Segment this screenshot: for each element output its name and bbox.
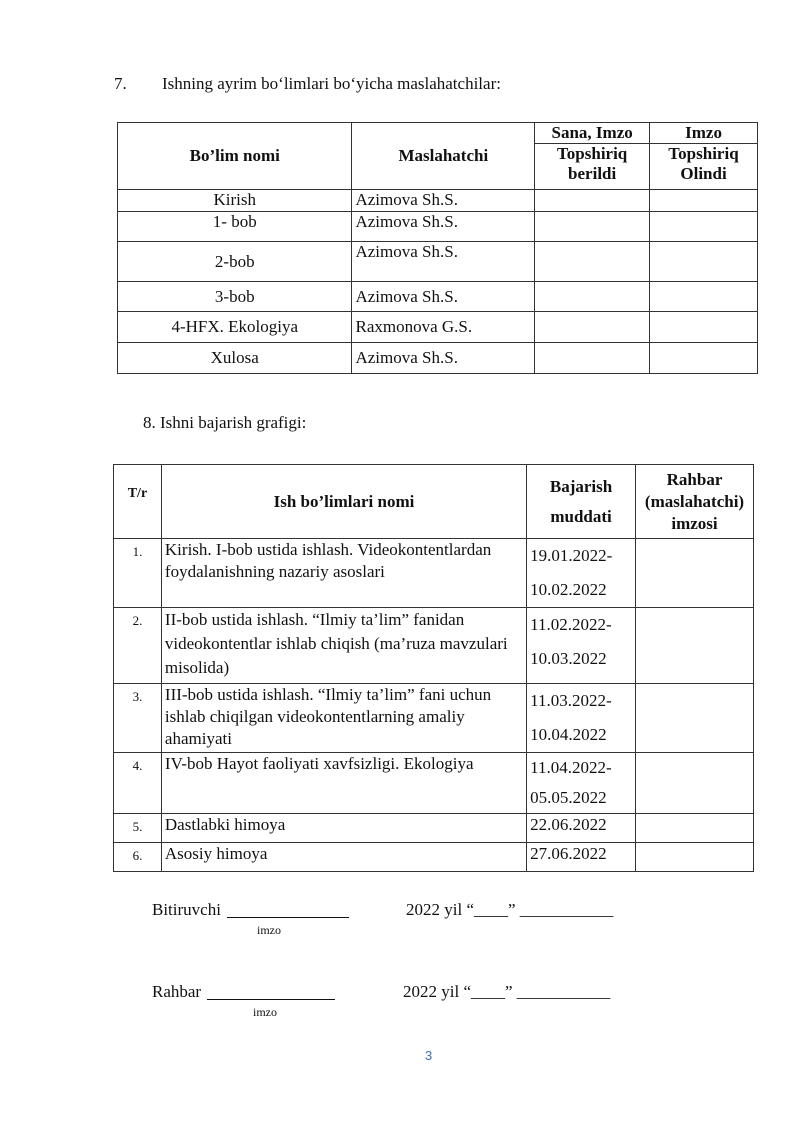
date-line: 2022 yil “____” ___________ — [406, 900, 614, 919]
header-advisor: Maslahatchi — [352, 123, 535, 190]
date-sign-cell — [535, 312, 650, 343]
work-name: III-bob ustida ishlash. “Ilmiy ta’lim” fani uchun ishlab chiqilgan videokontentlarning amaliy ahamiyati — [161, 684, 526, 753]
row-number: 3. — [114, 684, 162, 753]
sign-cell — [650, 190, 758, 212]
work-name: II-bob ustida ishlash. “Ilmiy ta’lim” fanidan videokontentlar ishlab chiqish (ma’ruza mavzulari misolida) — [161, 608, 526, 684]
supervisor-label: Rahbar — [152, 982, 202, 1001]
sign-caption: imzo — [253, 1005, 277, 1019]
table-row — [114, 814, 754, 843]
header-task-given: Topshiriq berildi — [535, 144, 650, 190]
row-number: 5. — [114, 814, 162, 843]
sign-cell — [636, 753, 754, 814]
deadline-cell — [527, 608, 636, 684]
header-task-received: Topshiriq Olindi — [650, 144, 758, 190]
deadline-start: 19.01.2022- — [530, 546, 613, 565]
graduate-signature-line — [152, 900, 349, 920]
deadline-cell — [527, 684, 636, 753]
row-number: 1. — [114, 539, 162, 608]
deadline-cell — [527, 753, 636, 814]
deadline-end: 10.03.2022 — [530, 649, 607, 668]
row-number: 2. — [114, 608, 162, 684]
table-row — [118, 190, 758, 212]
work-name: Asosiy himoya — [161, 843, 526, 872]
date-sign-cell — [535, 282, 650, 312]
deadline-start: 11.04.2022- — [530, 758, 612, 777]
deadline-end: 10.02.2022 — [530, 580, 607, 599]
deadline-end: 05.05.2022 — [530, 788, 607, 807]
work-name: IV-bob Hayot faoliyati xavfsizligi. Ekologiya — [161, 753, 526, 814]
header-section-name: Bo’lim nomi — [118, 123, 352, 190]
deadline-end: 10.04.2022 — [530, 725, 607, 744]
section-name: 2-bob — [118, 242, 352, 282]
section7-heading — [114, 74, 501, 94]
sign-caption: imzo — [257, 923, 281, 937]
work-name: Kirish. I-bob ustida ishlash. Videokontentlardan foydalanishning nazariy asoslari — [161, 539, 526, 608]
advisor-name: Azimova Sh.S. — [352, 282, 535, 312]
table-row — [118, 242, 758, 282]
signature-underline — [227, 917, 349, 918]
deadline-start: 11.02.2022- — [530, 615, 612, 634]
date-line: 2022 yil “____” ___________ — [403, 982, 611, 1001]
sign-cell — [636, 539, 754, 608]
section-name: Kirish — [118, 190, 352, 212]
sign-cell — [636, 814, 754, 843]
table-row — [114, 753, 754, 814]
deadline-cell: 22.06.2022 — [527, 814, 636, 843]
table-row — [118, 312, 758, 343]
graduate-label: Bitiruvchi — [152, 900, 221, 919]
advisor-name: Raxmonova G.S. — [352, 312, 535, 343]
deadline-cell — [527, 539, 636, 608]
schedule-table — [113, 464, 754, 872]
sign-cell — [636, 684, 754, 753]
table-row — [118, 212, 758, 242]
work-name: Dastlabki himoya — [161, 814, 526, 843]
table-row — [118, 282, 758, 312]
advisor-name: Azimova Sh.S. — [352, 190, 535, 212]
section7-title: Ishning ayrim bo‘limlari bo‘yicha maslahatchilar: — [162, 74, 501, 93]
date-sign-cell — [535, 343, 650, 374]
section-name: 3-bob — [118, 282, 352, 312]
header-deadline: Bajarish muddati — [527, 465, 636, 539]
table-row — [114, 684, 754, 753]
date-sign-cell — [535, 212, 650, 242]
section8-title: 8. Ishni bajarish grafigi: — [143, 413, 307, 432]
sign-cell — [650, 312, 758, 343]
header-supervisor-sign: Rahbar (maslahatchi) imzosi — [636, 465, 754, 539]
supervisor-signature-line — [152, 982, 335, 1002]
sign-cell — [636, 843, 754, 872]
header-number: T/r — [114, 465, 162, 539]
table-row — [114, 843, 754, 872]
date-sign-cell — [535, 242, 650, 282]
table-row — [114, 539, 754, 608]
section-name: Xulosa — [118, 343, 352, 374]
sign-cell — [650, 282, 758, 312]
header-date-sign: Sana, Imzo — [535, 123, 650, 144]
deadline-start: 11.03.2022- — [530, 691, 612, 710]
deadline-cell: 27.06.2022 — [527, 843, 636, 872]
advisor-name: Azimova Sh.S. — [352, 343, 535, 374]
table-row — [118, 343, 758, 374]
sign-cell — [650, 343, 758, 374]
page-number: 3 — [425, 1048, 433, 1063]
row-number: 6. — [114, 843, 162, 872]
row-number: 4. — [114, 753, 162, 814]
sign-cell — [650, 212, 758, 242]
date-sign-cell — [535, 190, 650, 212]
signature-underline — [207, 999, 335, 1000]
header-sign: Imzo — [650, 123, 758, 144]
header-work-name: Ish bo’limlari nomi — [161, 465, 526, 539]
section-name: 4-HFX. Ekologiya — [118, 312, 352, 343]
table-row — [114, 608, 754, 684]
sign-cell — [636, 608, 754, 684]
advisor-name: Azimova Sh.S. — [352, 242, 535, 282]
advisor-name: Azimova Sh.S. — [352, 212, 535, 242]
section-name: 1- bob — [118, 212, 352, 242]
section7-number: 7. — [114, 74, 127, 93]
sign-cell — [650, 242, 758, 282]
advisors-table — [117, 122, 758, 374]
